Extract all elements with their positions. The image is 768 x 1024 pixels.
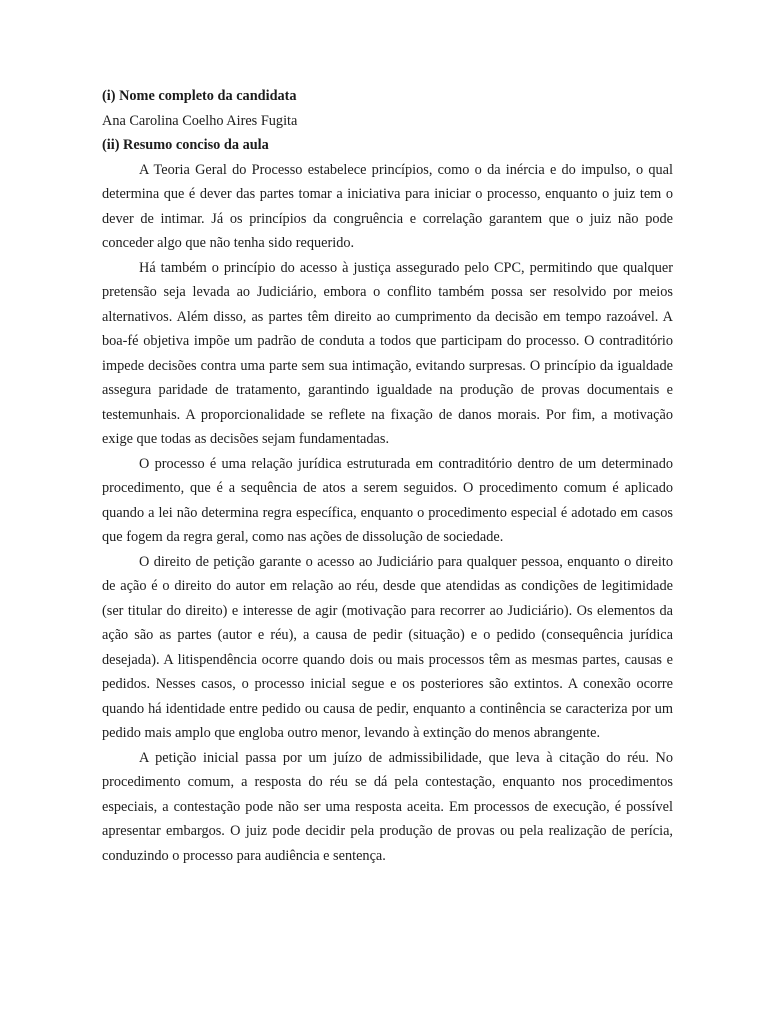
summary-heading: (ii) Resumo conciso da aula [102, 137, 269, 153]
candidate-name: Ana Carolina Coelho Aires Fugita [102, 112, 298, 129]
candidate-name-heading: (i) Nome completo da candidata [102, 88, 297, 104]
summary-paragraph-4: O direito de petição garante o acesso ao Judiciário para qualquer pessoa, enquanto o direito de ação é o direito do autor em relação ao réu, desde que atendidas as condições de legitimidade (ser titular do direito) e interesse de agir (motivação para recorrer ao Judiciário). Os elementos da ação são as partes (autor e réu), a causa de pedir (situação) e o pedido (consequência jurídica desejada). A litispendência ocorre quando dois ou mais processos têm as mesmas partes, causas e pedidos. Nesses casos, o processo inicial segue e os posteriores são extintos. A conexão ocorre quando há identidade entre pedido ou causa de pedir, enquanto a continência se caracteriza por um pedido mais amplo que engloba outro menor, levando à extinção do menos abrangente. [102, 553, 673, 741]
summary-paragraph-5: A petição inicial passa por um juízo de admissibilidade, que leva à citação do réu. No procedimento comum, a resposta do réu se dá pela contestação, enquanto nos procedimentos especiais, a contestação pode não ser uma resposta aceita. Em processos de execução, é possível apresentar embargos. O juiz pode decidir pela produção de provas ou pela realização de perícia, conduzindo o processo para audiência e sentença. [102, 749, 673, 864]
summary-paragraph-3: O processo é uma relação jurídica estruturada em contraditório dentro de um determinado procedimento, que é a sequência de atos a serem seguidos. O procedimento comum é aplicado quando a lei não determina regra específica, enquanto o procedimento especial é adotado em casos que fogem da regra geral, como nas ações de dissolução de sociedade. [102, 455, 673, 545]
summary-paragraph-2: Há também o princípio do acesso à justiça assegurado pelo CPC, permitindo que qualquer pretensão seja levada ao Judiciário, embora o conflito também possa ser resolvido por meios alternativos. Além disso, as partes têm direito ao cumprimento da decisão em tempo razoável. A boa-fé objetiva impõe um padrão de conduta a todos que participam do processo. O contraditório impede decisões contra uma parte sem sua intimação, evitando surpresas. O princípio da igualdade assegura paridade de tratamento, garantindo igualdade na produção de provas documentais e testemunhais. A proporcionalidade se reflete na fixação de danos morais. Por fim, a motivação exige que todas as decisões sejam fundamentadas. [102, 259, 673, 447]
document-page [102, 84, 673, 868]
summary-paragraph-1: A Teoria Geral do Processo estabelece princípios, como o da inércia e do impulso, o qual determina que é dever das partes tomar a iniciativa para iniciar o processo, enquanto o juiz tem o dever de intimar. Já os princípios da congruência e correlação garantem que o juiz não pode conceder algo que não tenha sido requerido. [102, 161, 673, 251]
